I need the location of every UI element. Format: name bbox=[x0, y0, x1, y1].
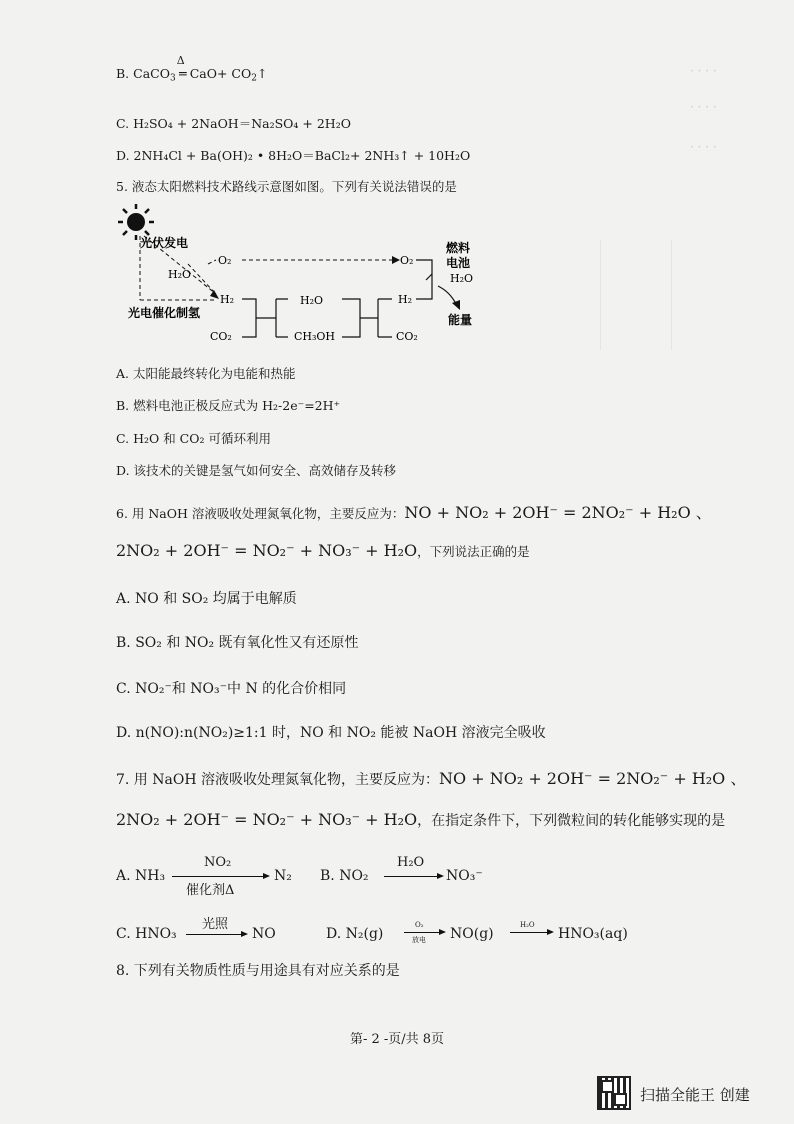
reaction-arrow bbox=[510, 932, 552, 933]
q7-option-a-right: N₂ bbox=[274, 868, 292, 884]
q4-option-b: B. CaCO$_3$ Δ ═ $CaO+ CO_2↑$ bbox=[116, 54, 268, 84]
solar-fuel-diagram bbox=[116, 200, 516, 350]
bleed-text: · · · · bbox=[690, 100, 717, 114]
ch3oh-label: CH₃OH bbox=[294, 330, 336, 343]
sun-icon bbox=[118, 204, 154, 240]
h2o-mid-label: H₂O bbox=[300, 294, 324, 307]
q7-option-d-mid: NO(g) bbox=[450, 926, 494, 942]
h2-right-label: H₂ bbox=[398, 293, 413, 306]
o2-right-label: O₂ bbox=[400, 254, 414, 267]
q7-option-c-right: NO bbox=[252, 926, 276, 942]
arrow-head bbox=[392, 256, 400, 264]
q7-option-d-reagent-1: O₂ bbox=[415, 921, 424, 929]
dashed-line bbox=[208, 260, 216, 264]
q7-option-c-left: C. HNO₃ bbox=[116, 926, 177, 942]
q4-option-c: C. H₂SO₄ + 2NaOH＝Na₂SO₄ + 2H₂O bbox=[116, 116, 351, 131]
photocatalysis-label: 光电催化制氢 bbox=[128, 306, 201, 320]
h2o-label: H₂O bbox=[168, 268, 192, 281]
q7-option-d-reagent-2: H₂O bbox=[520, 921, 535, 929]
qr-code-icon bbox=[597, 1076, 631, 1110]
reaction-arrow bbox=[384, 876, 442, 877]
fuel-cell-label-2: 电池 bbox=[446, 256, 471, 270]
bleed-text: · · · · bbox=[690, 64, 717, 78]
q4-option-d: D. 2NH₄Cl + Ba(OH)₂ • 8H₂O＝BaCl₂+ 2NH₃↑ + 10H₂O bbox=[116, 148, 471, 163]
q7-stem-a: 7. 用 NaOH 溶液吸收处理氮氧化物，主要反应为：NO + NO₂ + 2OH⁻ = 2NO₂⁻ + H₂O 、 bbox=[116, 769, 747, 788]
h2-label: H₂ bbox=[220, 293, 235, 306]
co2-right-label: CO₂ bbox=[396, 330, 418, 343]
q7-option-d-right: HNO₃(aq) bbox=[558, 926, 628, 942]
q7-option-a-condition: 催化剂Δ bbox=[186, 883, 235, 898]
q7-option-a-reagent: NO₂ bbox=[204, 855, 232, 870]
h2o-out-label: H₂O bbox=[450, 272, 474, 285]
q5-option-d: D. 该技术的关键是氢气如何安全、高效储存及转移 bbox=[116, 463, 397, 478]
q8-stem: 8. 下列有关物质性质与用途具有对应关系的是 bbox=[116, 963, 400, 979]
bleed-shape bbox=[600, 240, 672, 350]
arrow-head bbox=[210, 290, 219, 299]
q7-option-a-left: A. NH₃ bbox=[116, 868, 166, 884]
scanner-watermark: 扫描全能王 创建 bbox=[640, 1086, 750, 1104]
reaction-arrow bbox=[186, 934, 246, 935]
q7-option-b-left: B. NO₂ bbox=[320, 868, 369, 884]
energy-arrow bbox=[438, 286, 456, 304]
q7-equation-1: NO + NO₂ + 2OH⁻ = 2NO₂⁻ + H₂O 、 bbox=[439, 769, 747, 788]
o2-label: O₂ bbox=[218, 254, 232, 267]
bracket bbox=[242, 299, 256, 337]
q5-option-c: C. H₂O 和 CO₂ 可循环利用 bbox=[116, 431, 271, 446]
arrow-head bbox=[452, 300, 460, 310]
q5-option-a: A. 太阳能最终转化为电能和热能 bbox=[116, 366, 296, 381]
q6-stem-a: 6. 用 NaOH 溶液吸收处理氮氧化物，主要反应为：NO + NO₂ + 2OH⁻ = 2NO₂⁻ + H₂O 、 bbox=[116, 503, 712, 522]
bracket bbox=[276, 299, 288, 337]
bleed-text: · · · · bbox=[690, 140, 717, 154]
q6-option-a: A. NO 和 SO₂ 均属于电解质 bbox=[116, 591, 297, 607]
pv-label: 光伏发电 bbox=[140, 236, 189, 250]
dashed-line bbox=[188, 264, 214, 292]
q6-equation-1: NO + NO₂ + 2OH⁻ = 2NO₂⁻ + H₂O 、 bbox=[404, 503, 712, 522]
reaction-arrow bbox=[172, 876, 268, 877]
reaction-arrow bbox=[404, 932, 444, 933]
q6-stem-b: 2NO₂ + 2OH⁻ = NO₂⁻ + NO₃⁻ + H₂O，下列说法正确的是 bbox=[116, 541, 530, 560]
q7-option-d-condition-1: 放电 bbox=[412, 936, 426, 944]
fuel-cell-label-1: 燃料 bbox=[446, 241, 471, 255]
q6-option-d: D. n(NO):n(NO₂)≥1:1 时，NO 和 NO₂ 能被 NaOH 溶液完全吸收 bbox=[116, 725, 546, 741]
energy-label: 能量 bbox=[448, 313, 473, 327]
q7-option-b-right: NO₃⁻ bbox=[446, 868, 483, 884]
bracket bbox=[378, 299, 392, 337]
co2-label: CO₂ bbox=[210, 330, 232, 343]
q7-option-d-left: D. N₂(g) bbox=[326, 926, 384, 942]
bracket bbox=[342, 299, 360, 337]
bracket bbox=[426, 274, 432, 280]
q7-equation-2: 2NO₂ + 2OH⁻ = NO₂⁻ + NO₃⁻ + H₂O bbox=[116, 810, 418, 829]
q6-option-b: B. SO₂ 和 NO₂ 既有氧化性又有还原性 bbox=[116, 635, 359, 651]
bracket bbox=[416, 260, 432, 299]
q7-option-c-reagent: 光照 bbox=[202, 917, 229, 932]
q5-stem: 5. 液态太阳燃料技术路线示意图如图。下列有关说法错误的是 bbox=[116, 179, 457, 194]
q6-option-c: C. NO₂⁻和 NO₃⁻中 N 的化合价相同 bbox=[116, 681, 347, 697]
q7-stem-b: 2NO₂ + 2OH⁻ = NO₂⁻ + NO₃⁻ + H₂O，在指定条件下，下列微粒间的转化能够实现的是 bbox=[116, 810, 726, 829]
page-number: 第- 2 -页/共 8页 bbox=[349, 1032, 445, 1047]
q7-option-b-reagent: H₂O bbox=[397, 855, 425, 870]
q6-equation-2: 2NO₂ + 2OH⁻ = NO₂⁻ + NO₃⁻ + H₂O bbox=[116, 541, 418, 560]
q5-option-b: B. 燃料电池正极反应式为 H₂-2e⁻=2H⁺ bbox=[116, 398, 341, 413]
